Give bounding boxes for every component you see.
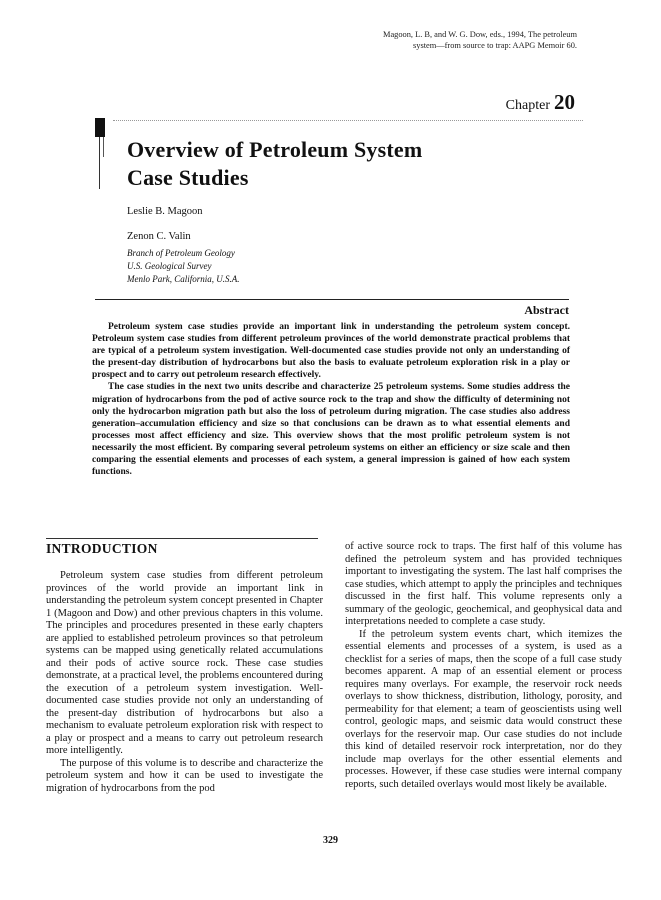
author-affiliation bbox=[127, 247, 240, 286]
body-paragraph: of active source rock to traps. The first half of this volume has defined the petroleum system and has provided techniques important to investigating the system. The last half comprises the case studies, which attempt to apply the principles and techniques discussed in the first half. This volume represents only a summary of the geologic, geochemical, and geophysical data and interpretations needed to complete a case study. bbox=[345, 541, 622, 627]
page-number: 329 bbox=[323, 835, 338, 846]
chapter-title bbox=[127, 136, 547, 192]
affiliation-line: Menlo Park, California, U.S.A. bbox=[127, 274, 240, 284]
section-heading-introduction: INTRODUCTION bbox=[46, 541, 158, 556]
section-rule bbox=[46, 538, 318, 539]
affiliation-line: Branch of Petroleum Geology bbox=[127, 248, 235, 258]
column-left bbox=[46, 570, 323, 795]
header-rule bbox=[113, 120, 583, 121]
citation bbox=[277, 29, 577, 51]
abstract-heading: Abstract bbox=[524, 303, 569, 317]
decorative-vertical-line bbox=[99, 137, 100, 189]
citation-line-1: Magoon, L. B, and W. G. Dow, eds., 1994, The petroleum bbox=[383, 30, 577, 39]
author-name: Leslie B. Magoon bbox=[127, 206, 203, 217]
abstract-body bbox=[92, 321, 570, 478]
title-line-1: Overview of Petroleum System bbox=[127, 137, 423, 162]
body-paragraph: Petroleum system case studies from different petroleum provinces of the world provide an important link in understanding the petroleum system concept presented in Chapter 1 (Magoon and Dow) and other previous chapters in this volume. The principles and procedures presented in these early chapters are applied to established petroleum provinces so that petroleum systems can be mapped using genetically related accumulations and their pods of active source rock. These case studies demonstrate, at a practical level, the problems encountered during the execution of a petroleum system investigation. Well-documented case studies provide not only an understanding of the present-day distribution of hydrocarbons but also a mechanism to evaluate petroleum exploration risk with respect to a play or prospect and a means to carry out petroleum research more intelligently. bbox=[46, 570, 323, 756]
abstract-paragraph: Petroleum system case studies provide an important link in understanding the petroleum system concept. Petroleum system case studies from different petroleum provinces of the world demonstrate practical problems that are typical of a petroleum system investigation. Well-documented case studies provide not only an understanding of the present-day distribution of hydrocarbons but also the basis to evaluate petroleum exploration risk in a play or prospect and to carry out petroleum research effectively. bbox=[92, 322, 570, 381]
chapter-number: 20 bbox=[554, 90, 575, 114]
decorative-vertical-line-short bbox=[103, 137, 104, 157]
body-paragraph: If the petroleum system events chart, which itemizes the essential elements and processes of a system, is used as a checklist for a series of maps, then the scope of a full case study becomes apparent. A map of an essential element or process requires many overlays. For example, the reservoir rock needs overlays to show thickness, distribution, lithology, porosity, and permeability for that element; a team of geoscientists using well control, geologic maps, and seismic data would construct these overlays for the reservoir map. Our case studies do not include this kind of detailed reservoir rock interpretation, nor do they include map overlays for the other essential elements and processes. However, if these case studies were internal company reports, such detailed overlays would most likely be available. bbox=[345, 628, 622, 790]
affiliation-line: U.S. Geological Survey bbox=[127, 261, 212, 271]
decorative-black-bar bbox=[95, 118, 105, 137]
column-right bbox=[345, 541, 622, 791]
abstract-rule bbox=[95, 299, 569, 300]
title-line-2: Case Studies bbox=[127, 165, 249, 190]
chapter-label bbox=[506, 90, 575, 115]
citation-line-2: system—from source to trap: AAPG Memoir 60. bbox=[413, 41, 577, 50]
chapter-word: Chapter bbox=[505, 98, 550, 113]
author-name: Zenon C. Valin bbox=[127, 231, 191, 242]
abstract-paragraph: The case studies in the next two units describe and characterize 25 petroleum systems. Some studies address the migration of hydrocarbons from the pod of active source rock to the trap and show the difficulty of determining not only the hydrocarbon migration path but also the loss of petroleum during migration. The case studies also address generation–accumulation efficiency and size so that conclusions can be drawn as to what essential elements and processes most affect efficiency and size. This overview shows that the most prolific petroleum system is not necessarily the most efficient. By comparing several petroleum systems on either an efficiency or size scale and then comparing the essential elements and processes of each system, a general impression is gained of how each system functions. bbox=[92, 382, 570, 478]
body-paragraph: The purpose of this volume is to describe and characterize the petroleum system and how it can be used to investigate the migration of hydrocarbons from the pod bbox=[46, 757, 323, 794]
